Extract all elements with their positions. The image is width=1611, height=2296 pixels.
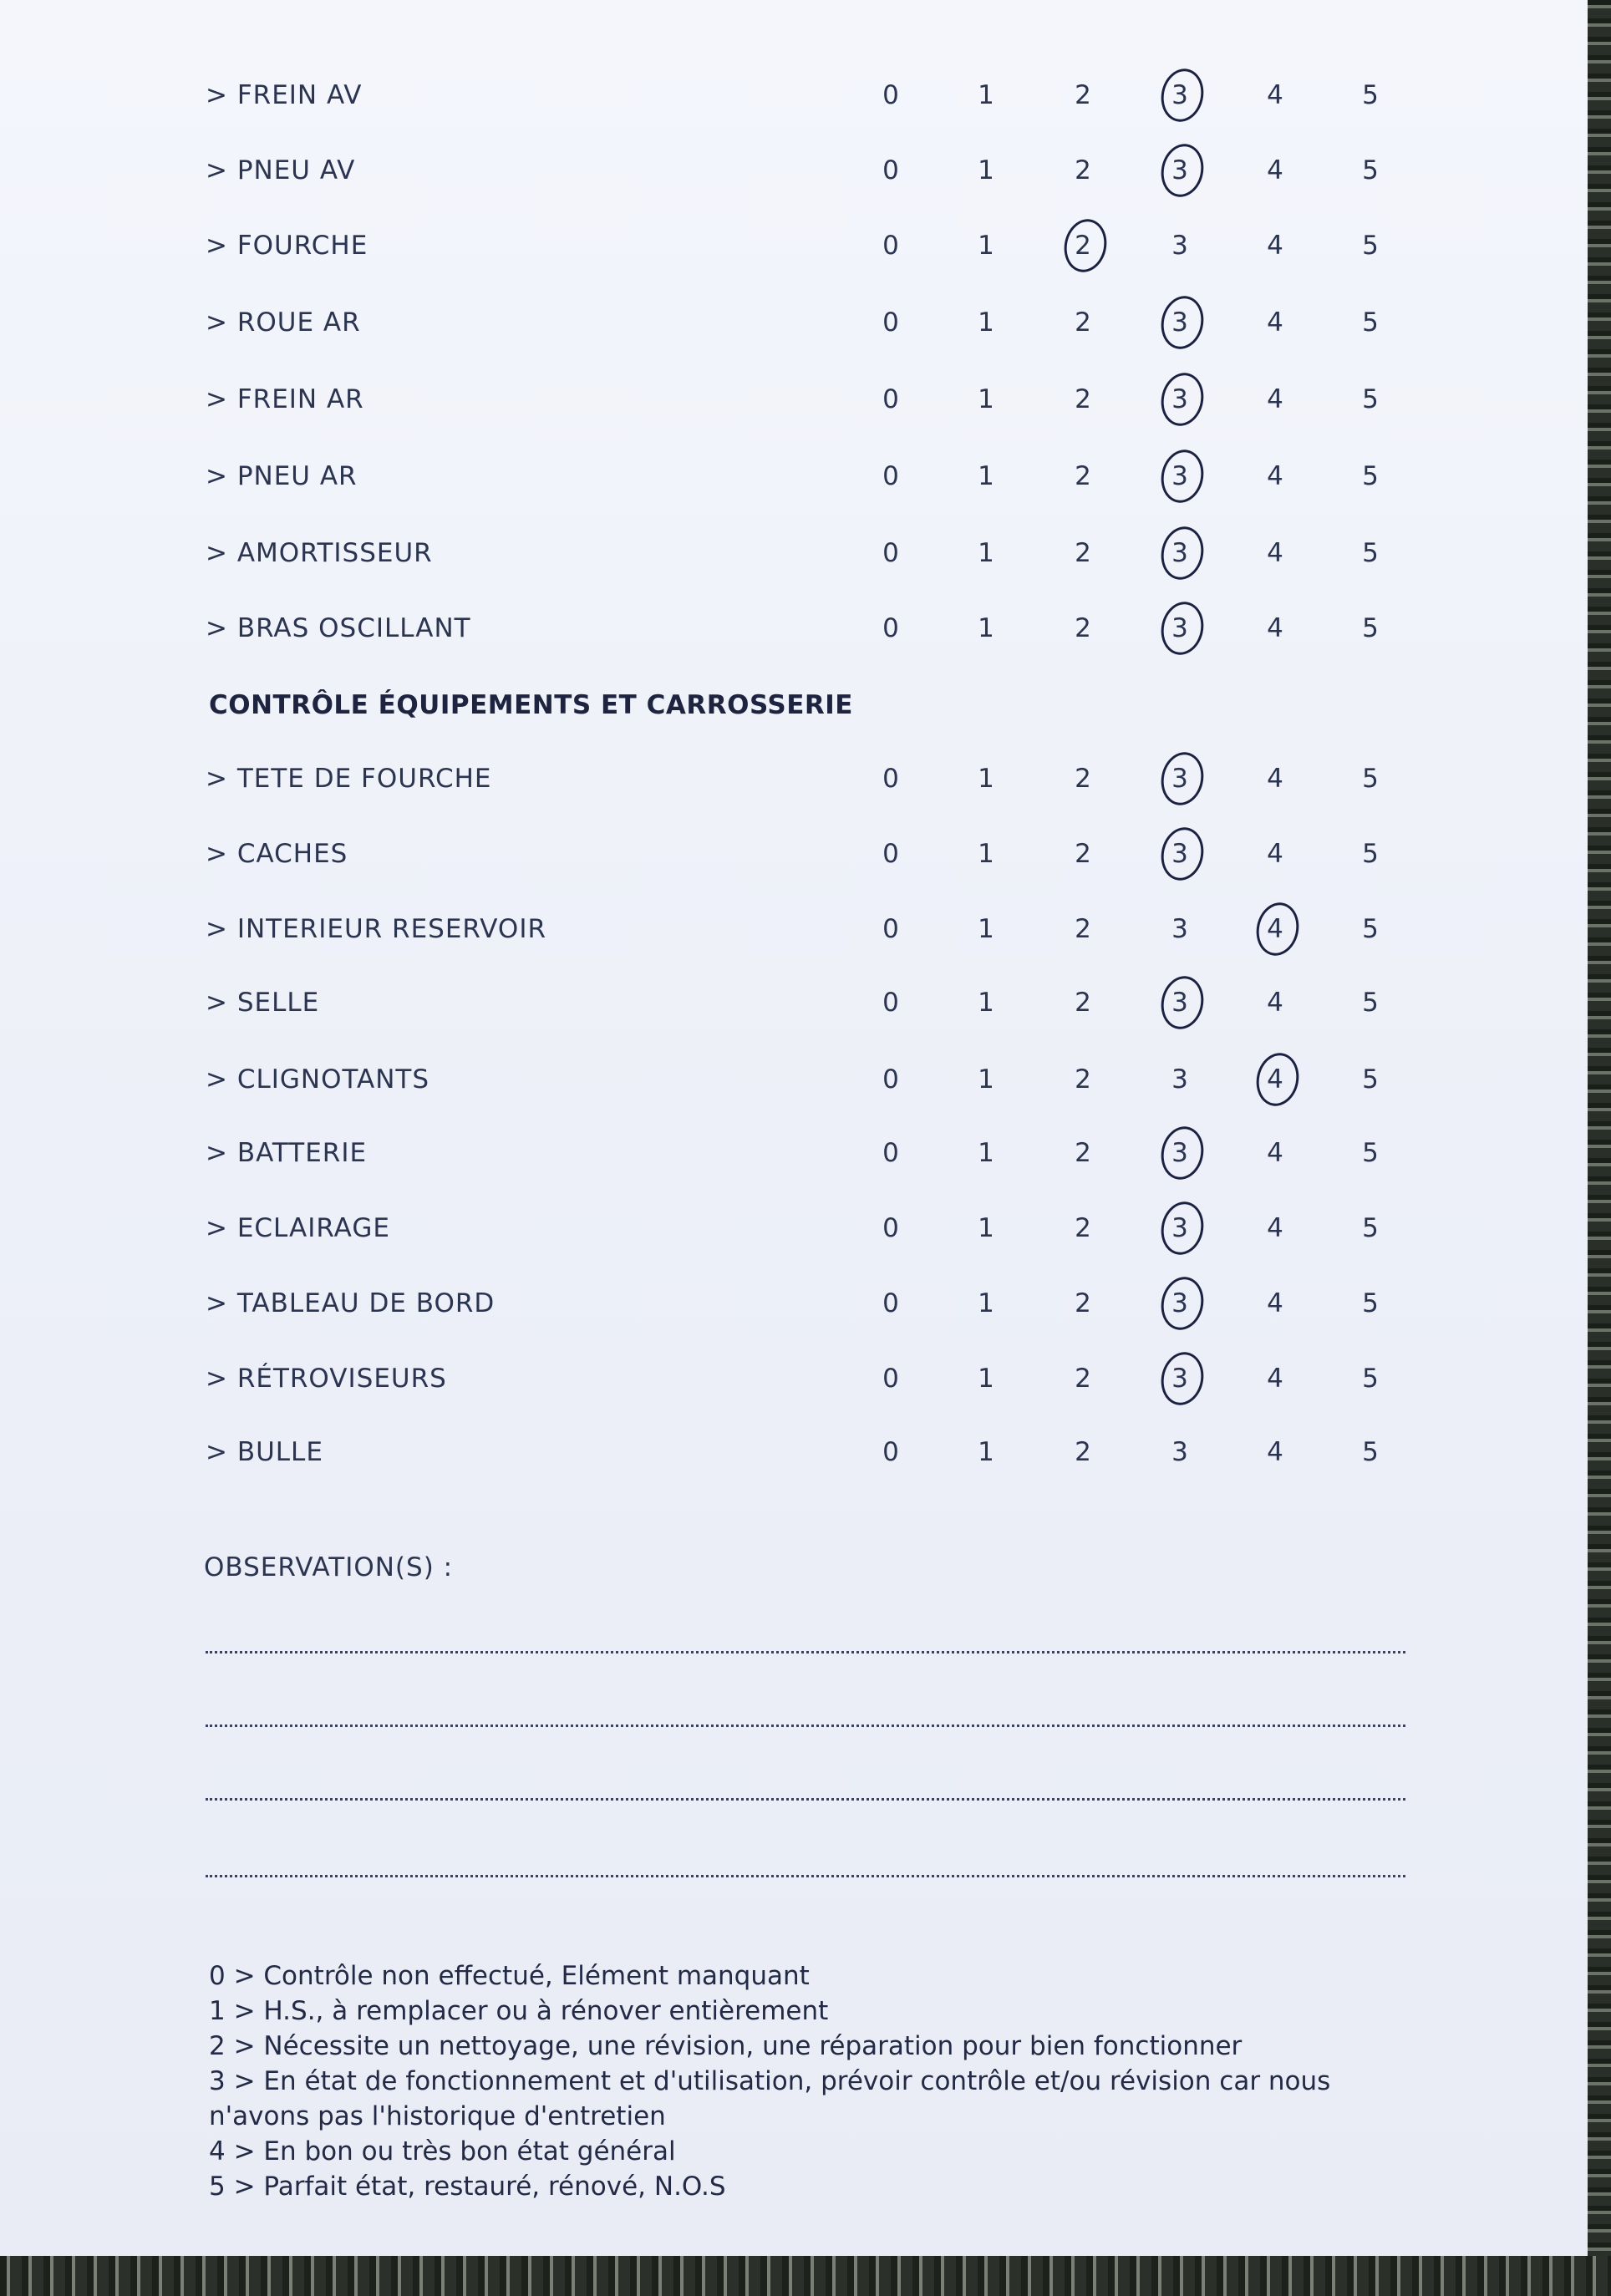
score-4: 4 (1267, 155, 1283, 185)
row-retroviseurs (0, 1364, 1588, 1414)
observations-title: OBSERVATION(S) : (204, 1552, 454, 1582)
score-0: 0 (882, 1288, 899, 1318)
score-4: 4 (1267, 461, 1283, 491)
score-1: 1 (978, 1364, 994, 1394)
score-2: 2 (1075, 1437, 1091, 1467)
row-label: > BATTERIE (206, 1138, 368, 1168)
score-0: 0 (882, 764, 899, 794)
score-2-circled: 2 (1058, 231, 1108, 261)
score-0: 0 (882, 1064, 899, 1095)
score-1: 1 (978, 1138, 994, 1168)
legend-line-3-cont: n'avons pas l'historique d'entretien (209, 2101, 666, 2131)
row-label: > RÉTROVISEURS (206, 1364, 447, 1394)
score-0: 0 (882, 538, 899, 568)
score-3: 3 (1171, 231, 1188, 261)
row-frein-av (0, 80, 1588, 130)
score-4: 4 (1267, 1288, 1283, 1318)
row-bras-oscillant (0, 613, 1588, 663)
score-1: 1 (978, 384, 994, 414)
score-0: 0 (882, 839, 899, 869)
score-0: 0 (882, 1364, 899, 1394)
score-1: 1 (978, 914, 994, 944)
score-0: 0 (882, 1138, 899, 1168)
row-label: > ECLAIRAGE (206, 1213, 390, 1243)
observation-line-3[interactable] (206, 1798, 1405, 1801)
score-2: 2 (1075, 988, 1091, 1018)
score-2: 2 (1075, 1138, 1091, 1168)
score-3-circled: 3 (1155, 988, 1205, 1018)
legend-line-4: 4 > En bon ou très bon état général (209, 2136, 676, 2166)
row-label: > BRAS OSCILLANT (206, 613, 471, 643)
score-5: 5 (1362, 764, 1379, 794)
score-1: 1 (978, 80, 994, 110)
score-1: 1 (978, 839, 994, 869)
row-label: > FREIN AV (206, 80, 363, 110)
observation-line-1[interactable] (206, 1651, 1405, 1653)
row-label: > PNEU AR (206, 461, 358, 491)
score-5: 5 (1362, 988, 1379, 1018)
score-1: 1 (978, 1213, 994, 1243)
score-5: 5 (1362, 1364, 1379, 1394)
row-pneu-av (0, 155, 1588, 206)
score-1: 1 (978, 764, 994, 794)
row-label: > INTERIEUR RESERVOIR (206, 914, 547, 944)
score-2: 2 (1075, 1064, 1091, 1095)
score-0: 0 (882, 461, 899, 491)
row-label: > CLIGNOTANTS (206, 1064, 430, 1095)
score-3-circled: 3 (1155, 1364, 1205, 1394)
score-5: 5 (1362, 914, 1379, 944)
score-2: 2 (1075, 538, 1091, 568)
score-4-circled: 4 (1250, 1064, 1300, 1095)
legend-line-2: 2 > Nécessite un nettoyage, une révision, une réparation pour bien fonctionner (209, 2031, 1243, 2061)
row-label: > TETE DE FOURCHE (206, 764, 492, 794)
score-0: 0 (882, 988, 899, 1018)
score-3-circled: 3 (1155, 1138, 1205, 1168)
score-3-circled: 3 (1155, 384, 1205, 414)
score-3-circled: 3 (1155, 1213, 1205, 1243)
score-4: 4 (1267, 538, 1283, 568)
score-0: 0 (882, 80, 899, 110)
section-title: CONTRÔLE ÉQUIPEMENTS ET CARROSSERIE (209, 690, 853, 720)
score-4: 4 (1267, 80, 1283, 110)
score-0: 0 (882, 231, 899, 261)
score-2: 2 (1075, 1364, 1091, 1394)
score-0: 0 (882, 1437, 899, 1467)
row-selle (0, 988, 1588, 1038)
score-0: 0 (882, 613, 899, 643)
row-interieur-reservoir (0, 914, 1588, 964)
score-3-circled: 3 (1155, 839, 1205, 869)
observation-line-4[interactable] (206, 1875, 1405, 1877)
score-2: 2 (1075, 155, 1091, 185)
score-5: 5 (1362, 1138, 1379, 1168)
score-1: 1 (978, 461, 994, 491)
row-clignotants (0, 1064, 1588, 1115)
score-1: 1 (978, 538, 994, 568)
score-3-circled: 3 (1155, 764, 1205, 794)
score-5: 5 (1362, 1437, 1379, 1467)
score-4: 4 (1267, 1213, 1283, 1243)
score-5: 5 (1362, 839, 1379, 869)
row-caches (0, 839, 1588, 889)
score-0: 0 (882, 307, 899, 338)
score-2: 2 (1075, 384, 1091, 414)
score-3-circled: 3 (1155, 461, 1205, 491)
score-4: 4 (1267, 307, 1283, 338)
row-tete-de-fourche (0, 764, 1588, 814)
score-3-circled: 3 (1155, 1288, 1205, 1318)
row-label: > TABLEAU DE BORD (206, 1288, 495, 1318)
score-5: 5 (1362, 80, 1379, 110)
score-4: 4 (1267, 1138, 1283, 1168)
score-2: 2 (1075, 461, 1091, 491)
legend-line-5: 5 > Parfait état, restauré, rénové, N.O.S (209, 2172, 726, 2202)
legend-line-0: 0 > Contrôle non effectué, Elément manquant (209, 1961, 810, 1991)
row-label: > SELLE (206, 988, 320, 1018)
score-4: 4 (1267, 1437, 1283, 1467)
score-5: 5 (1362, 461, 1379, 491)
legend-line-3: 3 > En état de fonctionnement et d'utilisation, prévoir contrôle et/ou révision car nous (209, 2066, 1331, 2096)
score-3: 3 (1171, 1064, 1188, 1095)
score-0: 0 (882, 1213, 899, 1243)
score-1: 1 (978, 307, 994, 338)
row-fourche (0, 231, 1588, 281)
score-4: 4 (1267, 839, 1283, 869)
score-3-circled: 3 (1155, 538, 1205, 568)
score-4: 4 (1267, 1364, 1283, 1394)
score-0: 0 (882, 914, 899, 944)
score-5: 5 (1362, 613, 1379, 643)
row-roue-ar (0, 307, 1588, 358)
row-bulle (0, 1437, 1588, 1487)
score-2: 2 (1075, 613, 1091, 643)
legend-line-1: 1 > H.S., à remplacer ou à rénover entièrement (209, 1996, 829, 2026)
row-batterie (0, 1138, 1588, 1188)
observation-line-2[interactable] (206, 1725, 1405, 1727)
score-2: 2 (1075, 1213, 1091, 1243)
score-5: 5 (1362, 538, 1379, 568)
sleeve-edge-right (1588, 0, 1611, 2296)
score-5: 5 (1362, 1288, 1379, 1318)
score-1: 1 (978, 231, 994, 261)
score-5: 5 (1362, 307, 1379, 338)
score-2: 2 (1075, 1288, 1091, 1318)
score-3-circled: 3 (1155, 613, 1205, 643)
score-4: 4 (1267, 384, 1283, 414)
score-2: 2 (1075, 80, 1091, 110)
row-frein-ar (0, 384, 1588, 434)
score-2: 2 (1075, 307, 1091, 338)
row-label: > FREIN AR (206, 384, 364, 414)
score-4-circled: 4 (1250, 914, 1300, 944)
row-label: > CACHES (206, 839, 348, 869)
score-4: 4 (1267, 613, 1283, 643)
score-5: 5 (1362, 1064, 1379, 1095)
row-label: > PNEU AV (206, 155, 356, 185)
score-1: 1 (978, 1288, 994, 1318)
row-label: > BULLE (206, 1437, 323, 1467)
score-1: 1 (978, 988, 994, 1018)
score-1: 1 (978, 1437, 994, 1467)
sleeve-edge-bottom (0, 2256, 1611, 2296)
score-5: 5 (1362, 231, 1379, 261)
score-0: 0 (882, 384, 899, 414)
score-2: 2 (1075, 764, 1091, 794)
row-amortisseur (0, 538, 1588, 588)
score-5: 5 (1362, 384, 1379, 414)
row-label: > FOURCHE (206, 231, 368, 261)
score-3: 3 (1171, 1437, 1188, 1467)
score-3: 3 (1171, 914, 1188, 944)
score-0: 0 (882, 155, 899, 185)
score-1: 1 (978, 613, 994, 643)
row-tableau-de-bord (0, 1288, 1588, 1338)
score-3-circled: 3 (1155, 307, 1205, 338)
score-1: 1 (978, 155, 994, 185)
score-4: 4 (1267, 231, 1283, 261)
score-5: 5 (1362, 155, 1379, 185)
score-4: 4 (1267, 988, 1283, 1018)
score-4: 4 (1267, 764, 1283, 794)
row-eclairage (0, 1213, 1588, 1263)
row-pneu-ar (0, 461, 1588, 511)
score-2: 2 (1075, 914, 1091, 944)
score-1: 1 (978, 1064, 994, 1095)
score-3-circled: 3 (1155, 80, 1205, 110)
row-label: > AMORTISSEUR (206, 538, 433, 568)
score-5: 5 (1362, 1213, 1379, 1243)
score-3-circled: 3 (1155, 155, 1205, 185)
score-2: 2 (1075, 839, 1091, 869)
row-label: > ROUE AR (206, 307, 361, 338)
score-legend (209, 1958, 1330, 2204)
